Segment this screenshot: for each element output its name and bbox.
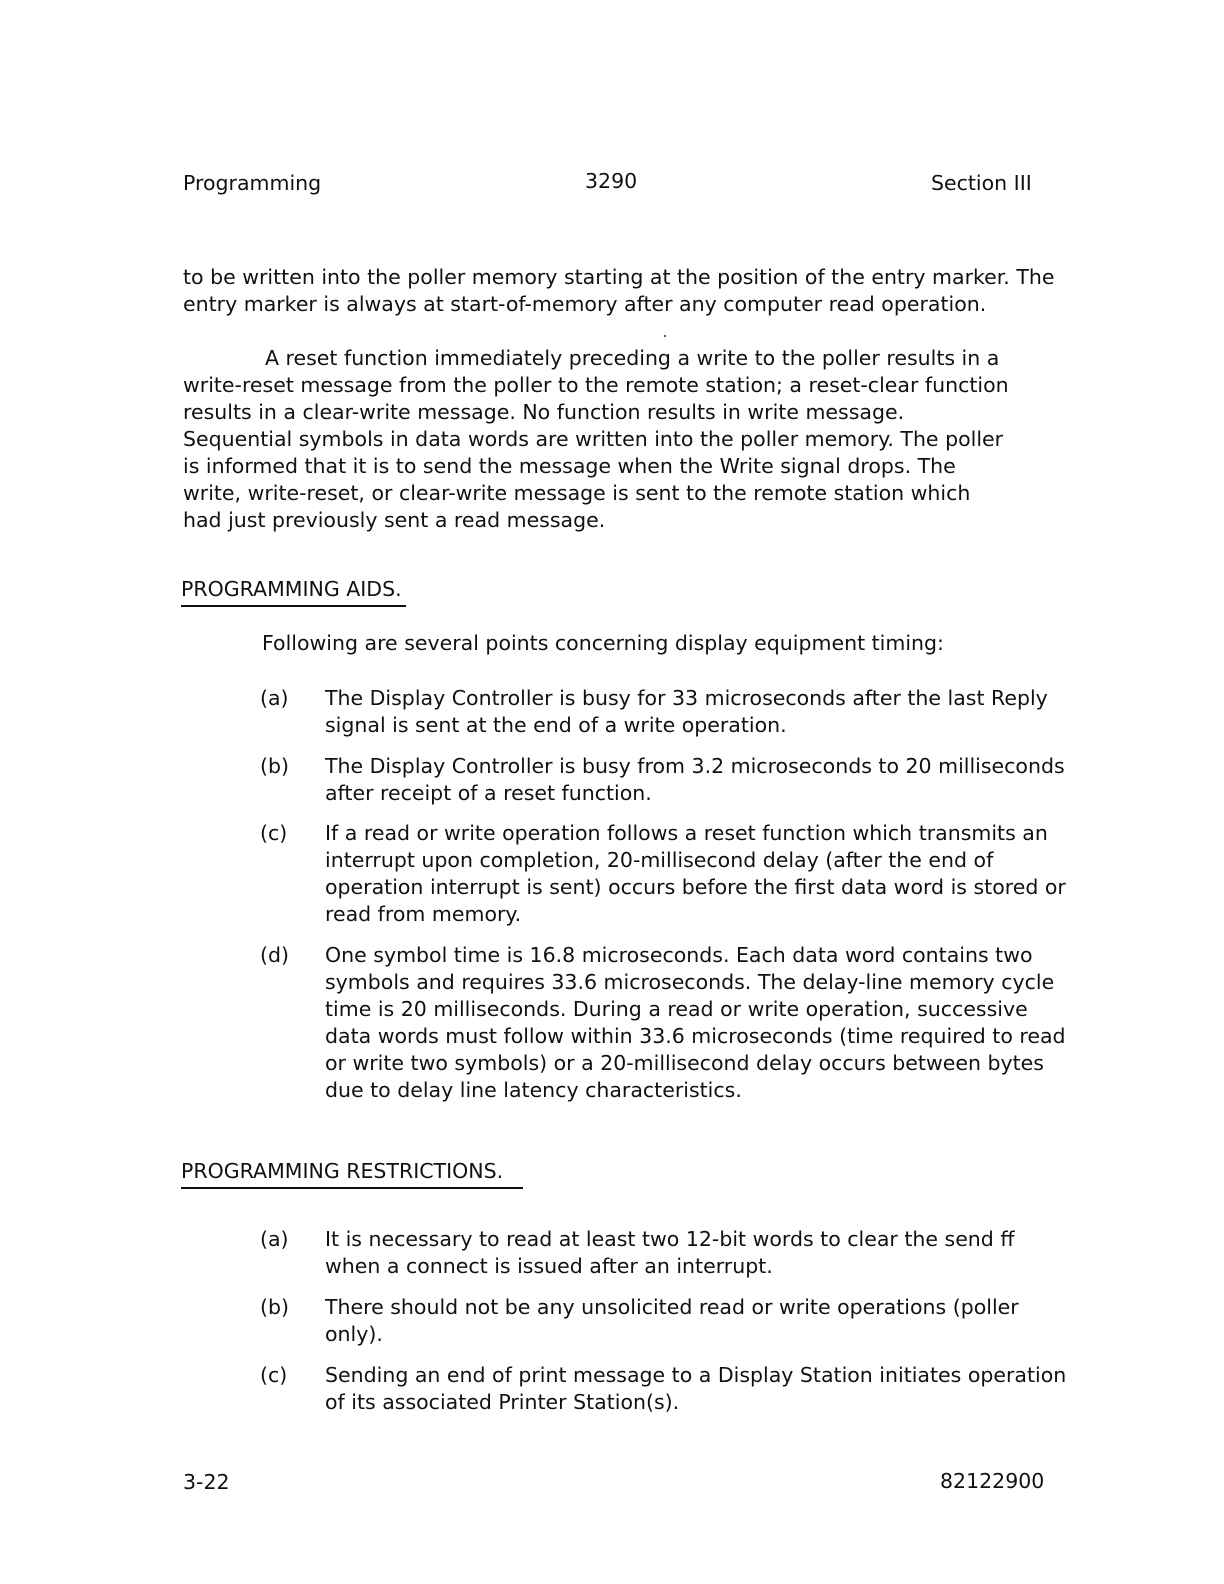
list-item-label: (b) bbox=[260, 1295, 290, 1319]
heading-programming-aids: PROGRAMMING AIDS. bbox=[181, 576, 406, 607]
list-item-text: Sending an end of print message to a Display Station initiates operation of its associated Printer Station(s). bbox=[325, 1363, 1067, 1414]
list-item-label: (a) bbox=[260, 1227, 289, 1251]
list-item-label: (b) bbox=[260, 754, 290, 778]
header-section-name: Programming bbox=[183, 171, 322, 195]
list-item bbox=[260, 1362, 1070, 1416]
scan-speck bbox=[664, 335, 666, 337]
paragraph-entry-marker: to be written into the poller memory starting at the position of the entry marker. The entry marker is always at start-of-memory after any computer read operation. bbox=[183, 265, 1055, 316]
list-item bbox=[260, 1226, 1070, 1280]
list-item bbox=[260, 753, 1070, 807]
list-item bbox=[260, 1294, 1070, 1348]
list-item-label: (c) bbox=[260, 821, 288, 845]
programming-aids-lead: Following are several points concerning display equipment timing: bbox=[262, 631, 944, 655]
footer-page-number: 3-22 bbox=[183, 1470, 230, 1494]
list-item bbox=[260, 820, 1070, 928]
list-item-text: It is necessary to read at least two 12-bit words to clear the send ff when a connect is issued after an interrupt. bbox=[325, 1227, 1015, 1278]
list-item-text: The Display Controller is busy from 3.2 microseconds to 20 milliseconds after receipt of a reset function. bbox=[325, 754, 1065, 805]
header-model-number: 3290 bbox=[585, 169, 638, 193]
footer-publication-number: 82122900 bbox=[940, 1469, 1045, 1493]
list-item bbox=[260, 685, 1070, 739]
heading-programming-restrictions: PROGRAMMING RESTRICTIONS. bbox=[181, 1158, 523, 1189]
list-item-text: If a read or write operation follows a reset function which transmits an interrupt upon completion, 20-millisecond delay (after the end of operation interrupt is sent) occurs before the first data word is stored or read from memory. bbox=[325, 821, 1066, 926]
list-item-label: (c) bbox=[260, 1363, 288, 1387]
list-item-label: (d) bbox=[260, 943, 290, 967]
paragraph-reset-function: A reset function immediately preceding a write to the poller results in a write-reset message from the poller to the remote station; a reset-clear function results in a clear-write message. No function results in write message. Sequential symbols in data words are written into the poller memory. The poller is informed that it is to send the message when the Write signal drops. The write, write-reset, or clear-write message is sent to the remote station which had just previously sent a read message. bbox=[183, 346, 1009, 532]
list-item bbox=[260, 942, 1070, 1104]
header-section-number: Section III bbox=[931, 171, 1032, 195]
list-item-label: (a) bbox=[260, 686, 289, 710]
list-item-text: The Display Controller is busy for 33 microseconds after the last Reply signal is sent at the end of a write operation. bbox=[325, 686, 1048, 737]
list-item-text: One symbol time is 16.8 microseconds. Each data word contains two symbols and requires 33.6 microseconds. The delay-line memory cycle time is 20 milliseconds. During a read or write operation, successive data words must follow within 33.6 microseconds (time required to read or write two symbols) or a 20-millisecond delay occurs between bytes due to delay line latency characteristics. bbox=[325, 943, 1066, 1102]
list-item-text: There should not be any unsolicited read or write operations (poller only). bbox=[325, 1295, 1019, 1346]
